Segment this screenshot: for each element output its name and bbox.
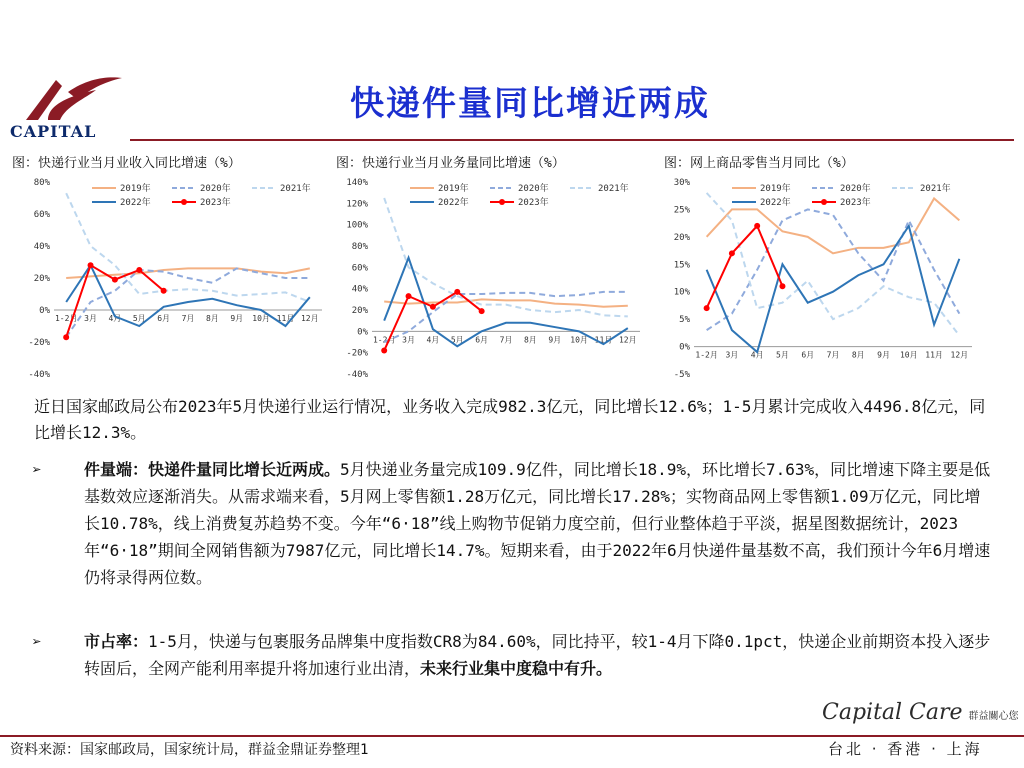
x-tick-label: 3月 <box>725 350 739 360</box>
y-tick-label: 140% <box>346 178 368 188</box>
x-tick-label: 12月 <box>950 350 969 360</box>
brand-slogan: 群益關心您 <box>968 711 1019 722</box>
x-tick-label: 1-2月 <box>372 335 396 345</box>
series-point-2023 <box>136 267 142 273</box>
x-tick-label: 6月 <box>801 350 815 360</box>
y-tick-label: -5% <box>673 370 690 380</box>
y-tick-label: 25% <box>673 205 690 216</box>
page-number: 1 <box>360 742 369 758</box>
y-tick-label: 30% <box>673 178 690 188</box>
series-point-2023 <box>112 277 118 283</box>
y-tick-label: 20% <box>351 306 368 316</box>
bullet-share <box>32 628 994 682</box>
y-tick-label: 20% <box>33 274 50 284</box>
legend-label: 2022年 <box>760 198 791 208</box>
y-tick-label: 100% <box>346 220 368 231</box>
y-tick-label: 80% <box>351 242 368 252</box>
x-tick-label: 4月 <box>750 350 764 360</box>
series-point-2023 <box>381 348 387 354</box>
bullet-volume-body: 5月快递业务量完成109.9亿件，同比增长18.9%，环比增长7.63%，同比增速下降主要是低基数效应逐渐消失。从需求端来看，5月网上零售额1.28万亿元，同比增长17.28%；实物商品网上零售额1.09万亿元，同比增长10.78%，线上消费复苏趋势不变。今年“6·18”线上购物节促销力度空前，但行业整体趋于平淡，据星图数据统计，2023年“6·18”期间全网销售额为7987亿元，同比增长14.7%。短期来看，由于2022年6月快递件量基数不高，我们预计今年6月增速仍将录得两位数。 <box>84 460 991 587</box>
y-tick-label: -40% <box>28 370 50 380</box>
source-text: 资料来源：国家邮政局，国家统计局，群益金鼎证券整理 <box>10 742 360 758</box>
x-tick-label: 3月 <box>84 314 97 323</box>
y-tick-label: 0% <box>39 306 50 316</box>
legend-label: 2022年 <box>438 198 469 208</box>
x-tick-label: 7月 <box>826 350 840 360</box>
x-tick-label: 9月 <box>548 335 562 345</box>
bullet-share-tail: 未来行业集中度稳中有升。 <box>420 659 613 678</box>
online-retail-chart <box>660 172 980 382</box>
x-tick-label: 6月 <box>475 335 489 345</box>
x-tick-label: 5月 <box>450 335 464 345</box>
arrow-bullet-icon: ➢ <box>32 632 42 651</box>
series-line-2023年 <box>66 265 163 337</box>
legend-marker <box>499 199 505 205</box>
y-tick-label: 60% <box>351 263 368 274</box>
series-line-2020年 <box>707 209 960 330</box>
bullet-volume <box>32 456 994 591</box>
bullet-share-lead: 市占率： <box>84 632 149 651</box>
x-tick-label: 5月 <box>776 350 789 360</box>
x-tick-label: 12月 <box>618 335 637 345</box>
arrow-bullet-icon: ➢ <box>32 460 42 479</box>
chart-1-title: 图：快递行业当月业收入同比增速（%） <box>12 156 241 171</box>
series-line-2019年 <box>707 198 960 253</box>
chart-2-title: 图：快递行业当月业务量同比增速（%） <box>336 156 565 171</box>
x-tick-label: 8月 <box>851 350 865 360</box>
x-tick-label: 10月 <box>252 314 270 323</box>
y-tick-label: 120% <box>346 199 368 210</box>
logo-wordmark: CAPITAL <box>10 122 97 141</box>
x-tick-label: 11月 <box>925 350 943 360</box>
y-tick-label: 60% <box>33 210 50 220</box>
series-point-2023 <box>729 250 735 256</box>
series-point-2023 <box>454 289 460 295</box>
series-point-2023 <box>704 305 710 311</box>
legend-label: 2023年 <box>200 198 231 208</box>
revenue-growth-chart <box>20 172 330 382</box>
series-point-2023 <box>754 223 760 229</box>
source-note <box>10 739 368 759</box>
legend-label: 2021年 <box>920 184 951 194</box>
title-divider <box>130 139 1014 141</box>
x-tick-label: 4月 <box>426 335 440 345</box>
y-tick-label: 5% <box>679 315 690 326</box>
legend-label: 2019年 <box>760 184 791 194</box>
x-tick-label: 11月 <box>276 314 295 323</box>
y-tick-label: 0% <box>357 327 368 338</box>
x-tick-label: 8月 <box>205 314 219 323</box>
x-tick-label: 8月 <box>523 335 537 345</box>
y-tick-label: 0% <box>679 342 690 353</box>
office-cities: 台北 · 香港 · 上海 <box>828 740 983 758</box>
series-point-2023 <box>63 334 69 340</box>
y-tick-label: 40% <box>351 284 368 295</box>
footer-divider <box>0 735 1024 737</box>
y-tick-label: 40% <box>33 242 50 252</box>
x-tick-label: 10月 <box>570 335 588 345</box>
volume-growth-chart <box>338 172 648 382</box>
y-tick-label: 10% <box>673 287 690 298</box>
legend-label: 2021年 <box>598 184 629 194</box>
chart-3-title: 图：网上商品零售当月同比（%） <box>664 156 854 171</box>
x-tick-label: 9月 <box>230 314 244 323</box>
series-line-2021年 <box>707 193 960 336</box>
legend-label: 2021年 <box>280 184 311 194</box>
legend-label: 2019年 <box>438 184 469 194</box>
legend-marker <box>181 199 187 205</box>
x-tick-label: 12月 <box>300 314 319 323</box>
series-line-2021年 <box>384 198 628 316</box>
y-tick-label: -40% <box>346 370 368 380</box>
series-point-2023 <box>479 308 485 314</box>
legend-marker <box>821 199 827 205</box>
bullet-share-body: 1-5月，快递与包裹服务品牌集中度指数CR8为84.60%，同比持平，较1-4月下降0.1pct，快递企业前期资本投入逐步转固后，全网产能利用率提升将加速行业出清， <box>84 632 991 678</box>
legend-label: 2020年 <box>840 184 871 194</box>
x-tick-label: 7月 <box>499 335 513 345</box>
series-line-2021年 <box>66 193 310 302</box>
series-point-2023 <box>161 288 167 294</box>
legend-label: 2022年 <box>120 198 151 208</box>
x-tick-label: 5月 <box>132 314 146 323</box>
x-tick-label: 1-2月 <box>54 314 78 323</box>
x-tick-label: 9月 <box>877 350 890 360</box>
x-tick-label: 11月 <box>594 335 613 345</box>
series-point-2023 <box>779 283 785 289</box>
legend-label: 2020年 <box>518 184 549 194</box>
legend-label: 2023年 <box>840 198 871 208</box>
x-tick-label: 6月 <box>157 314 171 323</box>
legend-label: 2020年 <box>200 184 231 194</box>
x-tick-label: 10月 <box>899 350 918 360</box>
x-tick-label: 7月 <box>181 314 195 323</box>
series-point-2023 <box>406 293 412 299</box>
y-tick-label: 20% <box>673 232 690 243</box>
intro-paragraph: 近日国家邮政局公布2023年5月快递行业运行情况，业务收入完成982.3亿元，同比增长12.6%；1-5月累计完成收入4496.8亿元，同比增长12.3%。 <box>34 397 986 442</box>
y-tick-label: 80% <box>33 178 50 188</box>
legend-label: 2023年 <box>518 198 549 208</box>
y-tick-label: -20% <box>346 348 368 359</box>
series-point-2023 <box>430 304 436 310</box>
legend-label: 2019年 <box>120 184 151 194</box>
brand-name: Capital Care <box>822 700 963 725</box>
x-tick-label: 4月 <box>108 314 122 323</box>
x-tick-label: 3月 <box>402 335 415 345</box>
x-tick-label: 1-2月 <box>695 350 718 360</box>
brand-mark <box>822 700 1019 725</box>
y-tick-label: 15% <box>673 260 690 271</box>
bullet-volume-lead: 件量端：快递件量同比增长近两成。 <box>84 460 341 479</box>
series-point-2023 <box>88 262 94 268</box>
y-tick-label: -20% <box>28 338 50 348</box>
page-title: 快递件量同比增近两成 <box>350 84 710 124</box>
